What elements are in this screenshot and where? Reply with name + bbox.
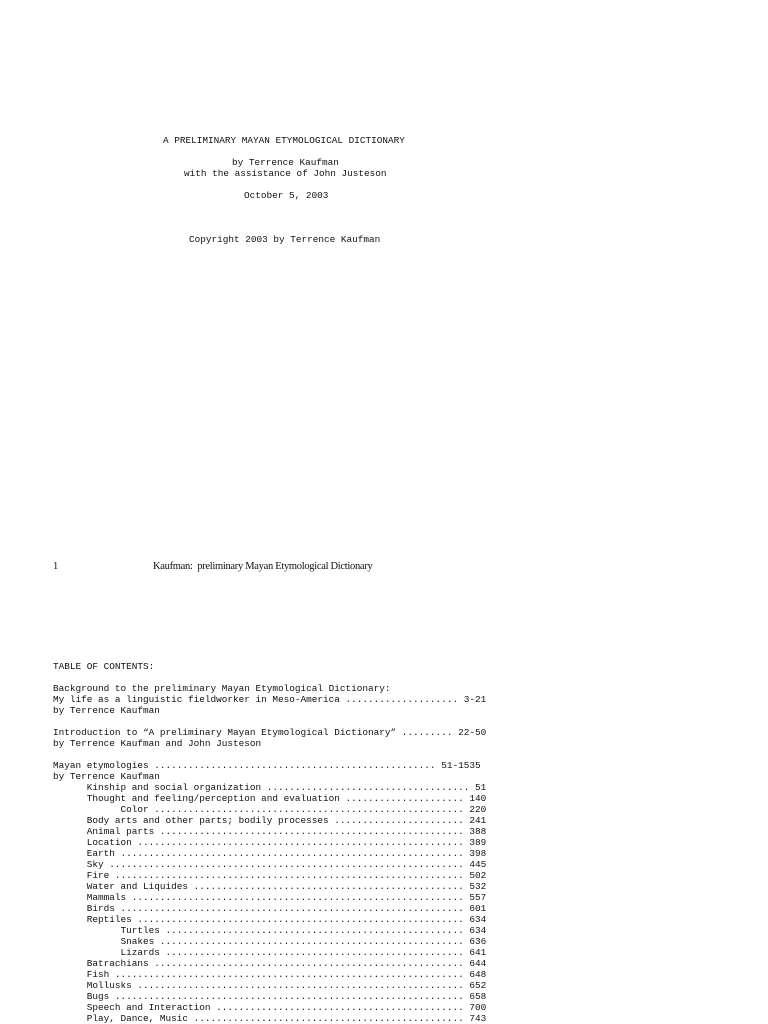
- toc-line: My life as a linguistic fieldworker in Meso-America .................... 3-21: [53, 694, 487, 705]
- toc-line: Reptiles .......................................................... 634: [53, 914, 487, 925]
- toc-line: Speech and Interaction ............................................ 700: [53, 1002, 487, 1013]
- assistance-line: with the assistance of John Justeson: [184, 168, 387, 179]
- toc-line: Animal parts ...................................................... 388: [53, 826, 487, 837]
- toc-line: Turtles ..................................................... 634: [53, 925, 487, 936]
- toc-line: Body arts and other parts; bodily processes ....................... 241: [53, 815, 487, 826]
- document-date: October 5, 2003: [244, 190, 329, 201]
- toc-line: Fish .............................................................. 648: [53, 969, 487, 980]
- toc-line: Introduction to “A preliminary Mayan Etymological Dictionary” ......... 22-50: [53, 727, 487, 738]
- toc-line: Birds ............................................................. 601: [53, 903, 487, 914]
- toc-line: Background to the preliminary Mayan Etymological Dictionary:: [53, 683, 391, 694]
- toc-line: [53, 716, 513, 727]
- author-line: by Terrence Kaufman: [232, 157, 339, 168]
- table-of-contents: [53, 661, 513, 1024]
- toc-line: Water and Liquides ................................................ 532: [53, 881, 487, 892]
- toc-line: Fire .............................................................. 502: [53, 870, 487, 881]
- toc-line: by Terrence Kaufman: [53, 771, 160, 782]
- toc-line: Thought and feeling/perception and evaluation ..................... 140: [53, 793, 487, 804]
- toc-heading: TABLE OF CONTENTS:: [53, 661, 155, 672]
- document-title: A PRELIMINARY MAYAN ETYMOLOGICAL DICTIONARY: [163, 135, 405, 146]
- toc-line: by Terrence Kaufman and John Justeson: [53, 738, 262, 749]
- toc-line: Play, Dance, Music ................................................ 743: [53, 1013, 487, 1024]
- running-title: Kaufman: preliminary Mayan Etymological Dictionary: [153, 561, 373, 572]
- toc-line: Mayan etymologies .................................................. 51-1535: [53, 760, 481, 771]
- toc-line: [53, 749, 513, 760]
- toc-line: Batrachians ....................................................... 644: [53, 958, 487, 969]
- toc-line: Color ....................................................... 220: [53, 804, 487, 815]
- toc-line: Location .......................................................... 389: [53, 837, 487, 848]
- toc-line: Bugs .............................................................. 658: [53, 991, 487, 1002]
- toc-line: by Terrence Kaufman: [53, 705, 160, 716]
- toc-line: Sky ............................................................... 445: [53, 859, 487, 870]
- toc-line: Mollusks .......................................................... 652: [53, 980, 487, 991]
- toc-line: Snakes ...................................................... 636: [53, 936, 487, 947]
- page-number: 1: [53, 561, 58, 572]
- toc-line: Kinship and social organization .................................... 51: [53, 782, 487, 793]
- toc-line: Earth ............................................................. 398: [53, 848, 487, 859]
- toc-line: [53, 672, 513, 683]
- copyright-line: Copyright 2003 by Terrence Kaufman: [189, 234, 381, 245]
- toc-line: Lizards ..................................................... 641: [53, 947, 487, 958]
- toc-line: Mammals ........................................................... 557: [53, 892, 487, 903]
